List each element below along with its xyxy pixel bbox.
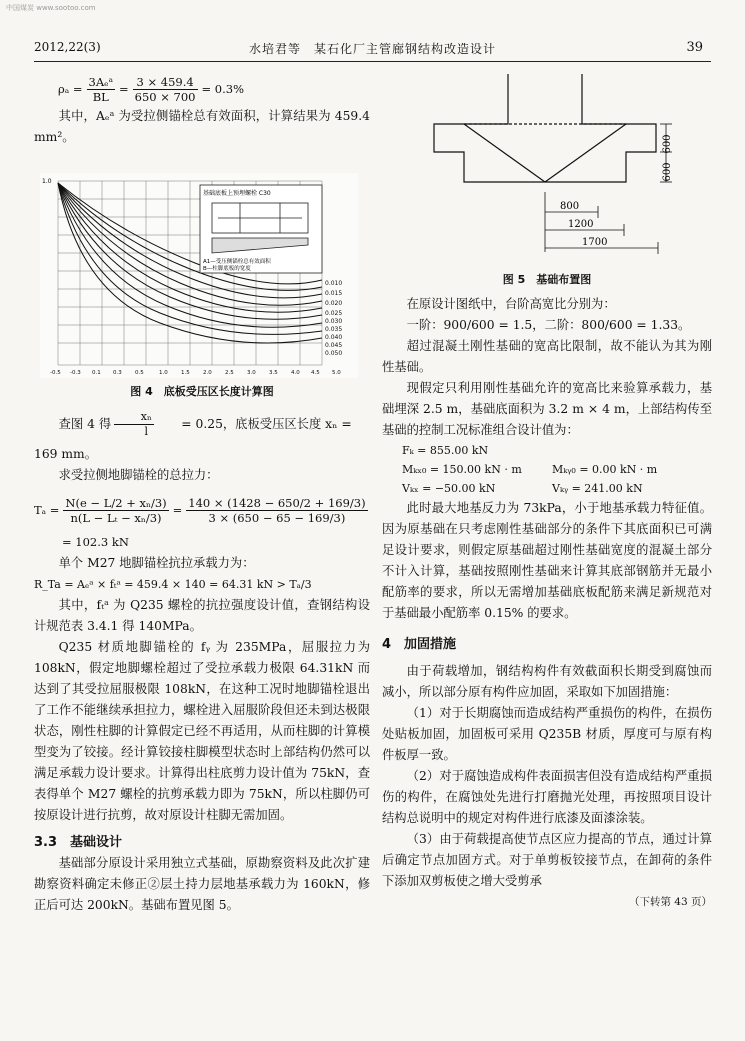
equation-rho: ρₐ = $\frac{\text{3Aₑᵃ}}{BL}$ = $\frac{3 \times 459.4}{650 \times 700}$ = 0.3%	[58, 74, 245, 104]
figure-4-x-tick: 1.0	[159, 370, 168, 376]
figure-4-inset-title: 基础底板上预埋螺栓 C30	[203, 190, 271, 197]
figure-4-legend-1: A1—受压侧锚栓总有效面积	[203, 259, 271, 265]
figure-4-legend-2: B—柱脚底板的宽度	[203, 266, 251, 272]
dim-600-lower: 600	[662, 162, 673, 182]
right-column	[382, 294, 712, 913]
figure-4-x-tick: 3.0	[247, 370, 256, 376]
figure-4-x-tick: 1.5	[181, 370, 190, 376]
figure-4-right-label: 0.020	[325, 300, 343, 307]
paragraph-tensile-strength: 其中，fₜᵃ 为 Q235 螺栓的抗拉强度设计值，查钢结构设计规范表 3.4.1 得 140MPa。	[34, 598, 370, 633]
figure-4-right-label: 0.025	[325, 310, 343, 317]
header-rule	[34, 61, 711, 62]
figure-4-caption: 图 4 底板受压区长度计算图	[130, 385, 274, 398]
figure-4-x-tick: 2.5	[225, 370, 234, 376]
running-title: 水培君等 某石化厂主管廊钢结构改造设计	[248, 42, 496, 56]
figure-4-right-label: 0.010	[325, 280, 343, 287]
paragraph-step-ratio-values: 一阶：900/600 = 1.5，二阶：800/600 = 1.33。	[406, 318, 691, 332]
issue-number: 2012,22(3)	[34, 40, 101, 54]
figure-4-x-tick: 4.5	[311, 370, 320, 376]
figure-5-caption: 图 5 基础布置图	[502, 273, 592, 286]
equation-ta: Tₐ = $\frac{\text{N(e − L/2 + xₙ/3)}}{\text{n(L − Lₜ − xₙ/3)}}$ = $\frac{140 \times (1428 - 650/2 + 169/3)}{3 \times (650 - 65 - 169/3)}$	[34, 495, 366, 525]
figure-4-y-top-tick: 1.0	[42, 178, 52, 185]
paragraph-foundation: 基础部分原设计采用独立式基础，原勘察资料及此次扩建勘察资料确定未修正②层土持力层地基承载力为 160kN，修正后可达 200kN。基础布置见图 5。	[34, 856, 370, 912]
dim-800: 800	[560, 201, 580, 212]
paragraph-measure-1: （1）对于长期腐蚀而造成结构严重损伤的构件，在损伤处贴板加固，加固板可采用 Q235B 材质，厚度可与原有构件板厚一致。	[382, 706, 712, 762]
dim-1200: 1200	[568, 219, 594, 230]
paragraph-measure-3: （3）由于荷载提高使节点区应力提高的节点，通过计算后确定节点加固方式。对于单剪板铰接节点，在卸荷的条件下添加双剪板使之增大受剪承	[382, 832, 712, 888]
load-vky: Vₖᵧ = 241.00 kN	[552, 482, 643, 495]
figure-4	[40, 173, 358, 378]
figure-4-x-tick: 4.0	[291, 370, 300, 376]
figure-4-right-label: 0.030	[325, 318, 343, 325]
figure-5-outline	[434, 74, 656, 182]
paragraph-q235-anchor: Q235 材质地脚锚栓的 fᵧ 为 235MPa，屈服拉力为 108kN，假定地脚螺栓超过了受拉承载力极限 64.31kN 而达到了其受拉屈服极限 108kN，在这种工况时地脚锚栓退出了工作不能继续承担拉力，螺栓进入屈服阶段但还未到达极限状态，刚性柱脚的计算假定已经不再适用，从而柱脚的计算模型变为了铰接。经计算铰接柱脚模型状态时上部结构仍然可以满足承载力设计要求。计算得出柱底剪力设计值为 75kN，查表得单个 M27 螺栓的抗剪承载力即为 75kN，所以柱脚仍可按原设计进行抗剪，故对原设计柱脚无需加固。	[34, 640, 370, 822]
load-fk: Fₖ = 855.00 kN	[402, 444, 489, 457]
section-3-3-heading: 3.3 基础设计	[34, 835, 123, 850]
figure-4-x-tick: -0.5	[50, 370, 61, 376]
paragraph-assumption: 现假定只利用刚性基础允许的宽高比来验算承载力，基础埋深 2.5 m，基础底面积为 3.2 m × 4 m，上部结构传至基础的控制工况标准组合设计值为：	[382, 381, 712, 437]
eq-rho-frac2: $\frac{3 \times 459.4}{650 \times 700}$	[134, 74, 196, 104]
eq-rho-lhs: ρₐ =	[58, 81, 83, 96]
paragraph-max-reaction: 此时最大地基反力为 73kPa，小于地基承载力特征值。因为原基础在只考虑刚性基础部分的条件下其底面积已可满足设计要求，则假定原基础超过刚性基础宽度的混凝土部分不计入计算，基础按照刚性基础来计算其底部钢筋并无最小配筋率的要求，所以无需增加基础底板配筋来满足新规范对于基础最小配筋率 0.15% 的要求。	[382, 501, 712, 620]
watermark: 中国煤炭 www.sootoo.com	[6, 4, 96, 12]
figure-4-x-tick: 3.5	[269, 370, 278, 376]
figure-4-chart	[40, 173, 358, 378]
page-number: 39	[686, 40, 703, 55]
figure-4-x-tick: 0.3	[113, 370, 122, 376]
paragraph-measure-2: （2）对于腐蚀造成构件表面损害但没有造成结构严重损伤的构件，在腐蚀处先进行打磨抛光处理，再按照项目设计结构总说明中的规定对构件进行底漆及面漆涂装。	[382, 769, 712, 825]
section-4-heading: 4 加固措施	[382, 637, 457, 652]
equation-rta: R_Ta = Aₑᵃ × fₜᵃ = 459.4 × 140 = 64.31 kN > Tₐ/3	[34, 578, 312, 591]
figure-4-x-tick: 2.0	[203, 370, 212, 376]
paragraph-single-anchor: 单个 M27 地脚锚栓抗拉承载力为：	[58, 556, 255, 570]
dim-600-upper: 600	[662, 134, 673, 154]
figure-4-right-label: 0.035	[325, 326, 343, 333]
paragraph-xn-ratio: 查图 4 得 $\frac{\text{xₙ}}{l}$ = 0.25，底板受压区长度 xₙ =	[58, 410, 352, 438]
eq-ta-frac1: $\frac{\text{N(e − L/2 + xₙ/3)}}{\text{n(L − Lₜ − xₙ/3)}}$	[65, 495, 167, 525]
paragraph-effective-area: 其中，Aₑᵃ 为受拉侧锚栓总有效面积，计算结果为 459.4 mm²。	[34, 109, 370, 144]
continued-note: （下转第 43 页）	[628, 896, 712, 908]
left-column	[34, 72, 370, 148]
eq-rho-result: = 0.3%	[201, 81, 245, 96]
figure-4-x-tick: -0.3	[70, 370, 81, 376]
figure-4-right-label: 0.040	[325, 334, 343, 341]
paragraph-xn-value: 169 mm。	[34, 447, 97, 461]
figure-5	[420, 72, 680, 272]
load-values	[382, 441, 712, 498]
eq-ta-result: = 102.3 kN	[62, 535, 129, 549]
left-column-lower	[34, 410, 370, 916]
figure-4-x-tick: 5.0	[332, 370, 341, 376]
figure-4-right-label: 0.045	[325, 342, 343, 349]
paragraph-not-rigid: 超过混凝土刚性基础的宽高比限制，故不能认为其为刚性基础。	[382, 339, 712, 374]
load-mky0: Mₖᵧ₀ = 0.00 kN · m	[552, 463, 658, 476]
eq-ta-frac2: $\frac{140 \times (1428 - 650/2 + 169/3)}{3 \times (650 - 65 - 169/3)}$	[188, 495, 366, 525]
dim-1700: 1700	[582, 237, 608, 248]
paragraph-reinforce-intro: 由于荷载增加，钢结构构件有效截面积长期受到腐蚀而减小，所以部分原有构件应加固，采取如下加固措施：	[382, 664, 712, 699]
figure-4-right-label: 0.050	[325, 350, 343, 357]
figure-4-x-tick: 0.1	[92, 370, 101, 376]
load-vkx: Vₖₓ = −50.00 kN	[402, 482, 496, 495]
paragraph-step-ratio-intro: 在原设计图纸中，台阶高宽比分别为：	[406, 297, 616, 311]
figure-4-x-tick: 0.5	[135, 370, 144, 376]
xn-ratio-frac: $\frac{\text{xₙ}}{l}$	[114, 410, 154, 439]
load-mkx0: Mₖₓ₀ = 150.00 kN · m	[402, 463, 522, 476]
figure-5-drawing	[420, 72, 680, 272]
figure-4-right-labels	[325, 280, 342, 357]
paragraph-total-tension: 求受拉侧地脚锚栓的总拉力：	[58, 468, 219, 482]
figure-5-dimensions	[545, 124, 672, 254]
figure-4-right-label: 0.015	[325, 290, 343, 297]
eq-rho-frac1: $\frac{\text{3Aₑᵃ}}{BL}$	[88, 74, 114, 104]
